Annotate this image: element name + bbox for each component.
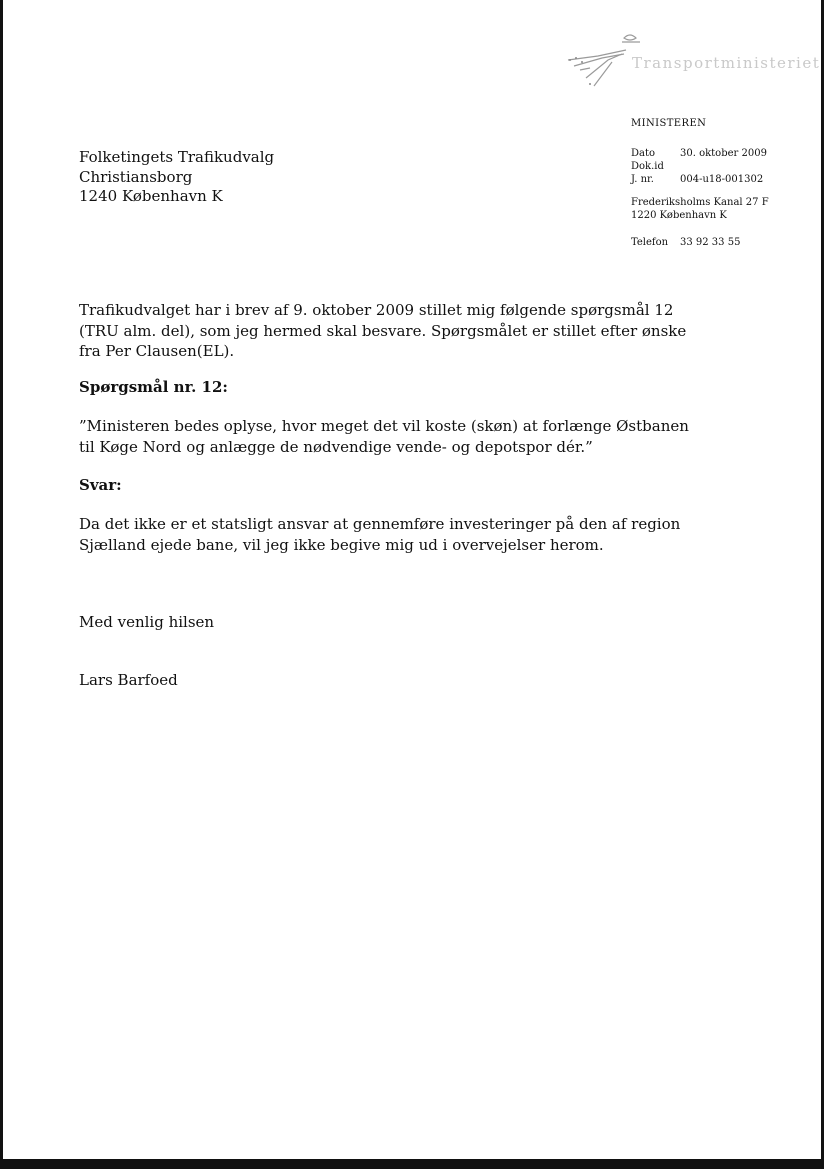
sender-street: Frederiksholms Kanal 27 F [631,197,769,208]
paragraph-line: Sjælland ejede bane, vil jeg ikke begive mig ud i overvejelser herom. [79,535,604,554]
ministry-logo [560,26,821,96]
meta-label: Dato [631,148,656,159]
paragraph-line: (TRU alm. del), som jeg hermed skal besvare. Spørgsmålet er stillet efter ønske [79,321,687,340]
crown-swoosh-icon [560,26,640,96]
meta-label: J. nr. [631,174,654,185]
sender-title: MINISTEREN [631,118,707,129]
intro-paragraph [79,300,687,362]
recipient-line: Folketingets Trafikudvalg [79,148,275,166]
phone-label: Telefon [631,237,669,248]
paragraph-line: ”Ministeren bedes oplyse, hvor meget det vil koste (skøn) at forlænge Østbanen [79,417,689,435]
paragraph-line: til Køge Nord og anlægge de nødvendige vende- og depotspor dér.” [79,437,593,456]
scan-edge-left [0,0,3,1169]
paragraph-line: Da det ikke er et statsligt ansvar at gennemføre investeringer på den af region [79,515,681,533]
logo-wordmark: Transportministeriet [632,54,821,72]
signature-name: Lars Barfoed [79,671,178,689]
answer-heading: Svar: [79,476,122,494]
recipient-line: Christiansborg [79,167,193,186]
answer-paragraph [79,514,681,555]
recipient-line: 1240 København K [79,187,223,205]
meta-label: Dok.id [631,161,664,172]
closing-greeting: Med venlig hilsen [79,613,215,631]
recipient-address [79,148,274,207]
paragraph-line: fra Per Clausen(EL). [79,342,235,360]
question-paragraph [79,416,689,457]
scan-edge-bottom [0,1159,824,1169]
meta-value: 30. oktober 2009 [680,148,767,159]
sender-city: 1220 København K [631,210,727,221]
paragraph-line: Trafikudvalget har i brev af 9. oktober 2009 stillet mig følgende spørgsmål 12 [79,301,674,319]
question-heading: Spørgsmål nr. 12: [79,378,228,396]
meta-value: 004-u18-001302 [680,174,764,185]
phone-value: 33 92 33 55 [680,237,741,248]
